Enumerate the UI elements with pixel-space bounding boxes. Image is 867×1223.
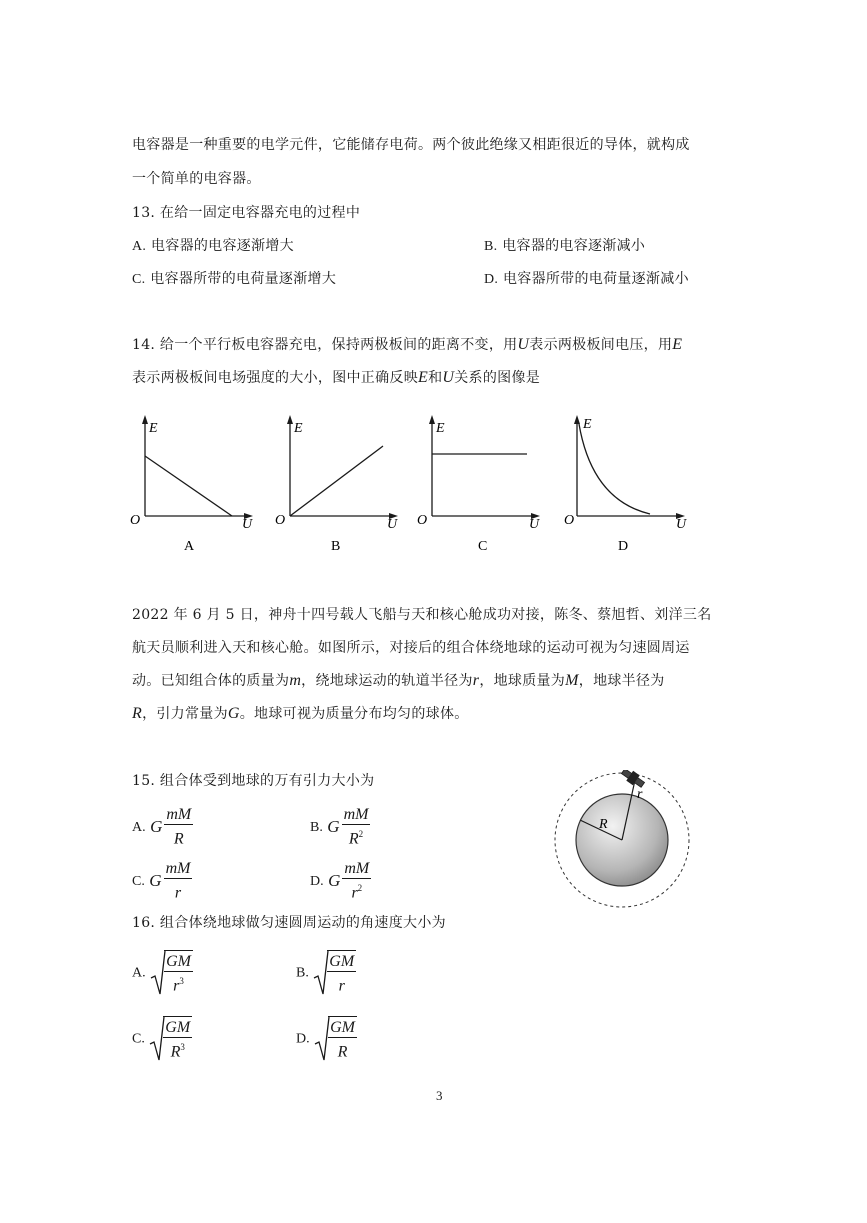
caption: B — [331, 539, 341, 554]
q13-option-d[interactable] — [484, 268, 689, 288]
numerator: GM — [329, 953, 355, 970]
var-G: G — [150, 817, 163, 837]
q15-option-a[interactable] — [132, 806, 193, 848]
sqrt — [149, 1016, 192, 1061]
y-label: E — [294, 421, 303, 436]
graph-a[interactable] — [130, 415, 253, 554]
var-r: r — [472, 672, 480, 689]
context-line-2: 航天员顺利进入天和核心舱。如图所示，对接后的组合体绕地球的运动可视为匀速圆周运 — [132, 640, 690, 656]
q15-option-d[interactable] — [310, 860, 371, 902]
var-G: G — [327, 817, 340, 837]
graph-d[interactable] — [564, 415, 687, 554]
context-line-1: 2022 年 6 月 5 日，神舟十四号载人飞船与天和核心舱成功对接，陈冬、蔡旭哲、刘洋三名 — [132, 607, 712, 623]
numerator: GM — [330, 1019, 355, 1036]
q14-text: 14. 给一个平行板电容器充电，保持两极板间的距离不变，用 — [132, 337, 518, 353]
x-label: U — [387, 517, 398, 532]
q16-option-b[interactable] — [296, 950, 356, 995]
x-label: U — [529, 517, 540, 532]
context-text: ，绕地球运动的轨道半径为 — [301, 673, 473, 689]
q14-text: 和 — [428, 370, 443, 386]
y-label: E — [583, 417, 592, 432]
fraction — [164, 953, 193, 995]
var-E: E — [672, 336, 683, 353]
denominator — [327, 972, 356, 995]
option-text: 电容器的电容逐渐减小 — [502, 238, 646, 254]
q14-graphs — [120, 410, 740, 560]
sqrt-sign — [313, 950, 329, 996]
denominator — [342, 825, 371, 848]
var-M: M — [565, 672, 579, 689]
graph-d-curve — [579, 424, 650, 514]
q13-option-a[interactable] — [132, 235, 294, 255]
intro-line-2: 一个简单的电容器。 — [132, 171, 261, 187]
denominator — [164, 825, 193, 848]
den-exp: 2 — [357, 883, 363, 893]
den-exp: 3 — [179, 976, 184, 986]
den-base: r — [174, 884, 182, 902]
sqrt-sign — [149, 1016, 165, 1062]
var-m: m — [289, 672, 302, 689]
den-exp: 2 — [358, 829, 364, 839]
x-label: U — [676, 517, 687, 532]
option-letter: D. — [296, 1031, 310, 1047]
page-number: 3 — [436, 1088, 443, 1103]
fraction — [328, 1019, 357, 1061]
numerator: mM — [344, 860, 370, 877]
den-base: R — [337, 1043, 348, 1061]
numerator: GM — [165, 1019, 191, 1036]
option-letter: B. — [296, 965, 309, 981]
x-label: U — [242, 517, 253, 532]
q16-stem: 16. 组合体绕地球做匀速圆周运动的角速度大小为 — [132, 915, 446, 931]
q14-text: 表示两极板间电压，用 — [529, 337, 673, 353]
caption: C — [478, 539, 488, 554]
orbit-figure — [545, 770, 705, 920]
denominator — [164, 972, 193, 995]
denominator — [164, 879, 193, 902]
origin-label: O — [417, 513, 428, 528]
den-base: R — [173, 830, 184, 848]
option-letter: B. — [484, 239, 498, 254]
option-letter: A. — [132, 820, 146, 836]
option-text: 电容器的电容逐渐增大 — [150, 238, 294, 254]
context-text: ，地球质量为 — [479, 673, 566, 689]
label-R: R — [599, 817, 608, 832]
den-exp: 3 — [180, 1042, 185, 1052]
fraction — [163, 1019, 192, 1061]
origin-label: O — [275, 513, 286, 528]
context-line-4 — [132, 703, 469, 723]
sqrt — [150, 950, 193, 995]
numerator: GM — [166, 953, 191, 970]
option-letter: A. — [132, 965, 146, 981]
den-base: r — [351, 884, 358, 902]
origin-label: O — [564, 513, 575, 528]
caption: A — [184, 539, 195, 554]
option-letter: C. — [132, 874, 145, 890]
option-letter: A. — [132, 239, 147, 254]
context-text: 动。已知组合体的质量为 — [132, 673, 290, 689]
fraction — [164, 806, 193, 848]
graph-b[interactable] — [275, 415, 398, 554]
y-arrow — [574, 415, 580, 424]
q15-stem: 15. 组合体受到地球的万有引力大小为 — [132, 773, 375, 789]
fraction — [342, 860, 371, 902]
context-line-3 — [132, 670, 665, 690]
numerator: mM — [343, 806, 369, 823]
sqrt-sign — [314, 1016, 330, 1062]
denominator — [328, 1038, 357, 1061]
y-label: E — [149, 421, 158, 436]
option-letter: D. — [484, 272, 499, 287]
q14-line-2 — [132, 367, 540, 387]
fraction — [327, 953, 356, 995]
context-text: ，地球半径为 — [578, 673, 665, 689]
q15-option-b[interactable] — [310, 806, 370, 848]
option-letter: B. — [310, 820, 323, 836]
origin-label: O — [130, 513, 141, 528]
option-text: 电容器所带的电荷量逐渐增大 — [150, 271, 337, 287]
context-text: ，引力常量为 — [142, 706, 228, 722]
var-U: U — [517, 336, 530, 353]
sqrt — [313, 950, 356, 995]
fraction — [164, 860, 193, 902]
den-base: R — [348, 830, 359, 848]
var-G: G — [328, 871, 341, 891]
denominator — [342, 879, 371, 902]
q14-line-1 — [132, 334, 682, 354]
q13-stem: 13. 在给一固定电容器充电的过程中 — [132, 205, 361, 221]
var-G: G — [149, 871, 162, 891]
var-G: G — [227, 705, 240, 722]
q14-text: 关系的图像是 — [454, 370, 541, 386]
den-base: R — [170, 1043, 181, 1061]
graph-a-line — [145, 456, 232, 516]
option-letter: C. — [132, 272, 146, 287]
denominator — [163, 1038, 192, 1061]
sqrt — [314, 1016, 357, 1061]
graph-b-line — [290, 446, 383, 516]
fraction — [342, 806, 371, 848]
q14-text: 表示两极板间电场强度的大小，图中正确反映 — [132, 370, 418, 386]
numerator: mM — [166, 806, 192, 823]
q15-option-c[interactable] — [132, 860, 192, 902]
q16-option-d[interactable] — [296, 1016, 357, 1061]
option-text: 电容器所带的电荷量逐渐减小 — [502, 271, 689, 287]
y-arrow — [287, 415, 293, 424]
q16-option-a[interactable] — [132, 950, 193, 995]
var-R: R — [132, 705, 143, 722]
context-text: 。地球可视为质量分布均匀的球体。 — [239, 706, 469, 722]
sqrt-sign — [150, 950, 166, 996]
y-label: E — [436, 421, 445, 436]
caption: D — [618, 539, 629, 554]
option-letter: D. — [310, 874, 324, 890]
var-U: U — [442, 369, 455, 386]
y-arrow — [142, 415, 148, 424]
label-r: r — [637, 787, 643, 802]
numerator: mM — [165, 860, 191, 877]
y-arrow — [429, 415, 435, 424]
q13-option-c[interactable] — [132, 268, 336, 288]
q16-option-c[interactable] — [132, 1016, 192, 1061]
intro-line-1: 电容器是一种重要的电学元件，它能储存电荷。两个彼此绝缘又相距很近的导体，就构成 — [132, 137, 690, 153]
den-base: r — [338, 977, 345, 995]
den-base: r — [173, 977, 180, 995]
var-E: E — [418, 369, 429, 386]
q13-option-b[interactable] — [484, 235, 645, 255]
graph-c[interactable] — [417, 415, 540, 554]
option-letter: C. — [132, 1031, 145, 1047]
